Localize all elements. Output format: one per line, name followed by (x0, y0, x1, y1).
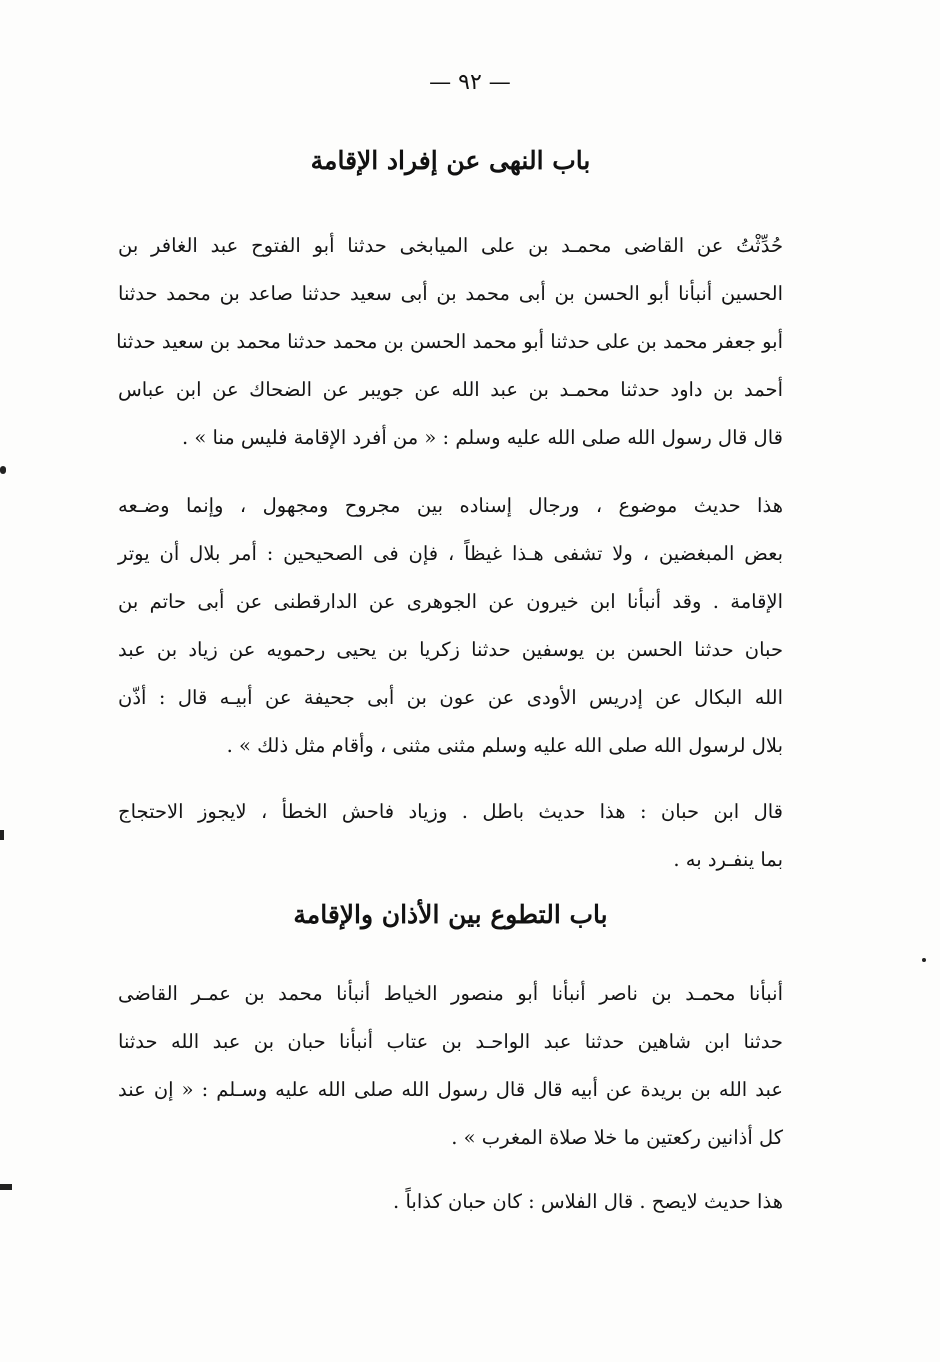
text-line: هذا حديث موضوع ، ورجال إسناده بين مجروح ومجهول ، وإنما وضـعه (118, 494, 783, 517)
text-line: أحمد بن داود حدثنا محمـد بن عبد الله عن جويبر عن الضحاك عن ابن عباس (118, 378, 783, 401)
paragraph-1 (118, 222, 783, 462)
text-line: الحسين أنبأنا أبو الحسن بن أبى محمد بن أبى سعيد حدثنا صاعد بن محمد حدثنا (118, 282, 783, 305)
paragraph-2 (118, 482, 783, 770)
scan-mark (0, 466, 6, 474)
text-line: الله البكال عن إدريس الأودى عن عون بن أبى جحيفة عن أبيـه قال : أذّن (118, 686, 783, 709)
scan-mark (0, 830, 4, 840)
text-line: أنبأنا محمـد بن ناصر أنبأنا أبو منصور الخياط أنبأنا محمد بن عمـر القاضى (118, 982, 783, 1005)
text-line: هذا حديث لايصح . قال الفلاس : كان حبان كذاباً . (393, 1190, 783, 1213)
text-line: حدثنا ابن شاهين حدثنا عبد الواحـد بن عتاب أنبأنا حبان بن عبد الله حدثنا (118, 1030, 783, 1053)
text-line: قال قال رسول الله صلى الله عليه وسلم : « من أفرد الإقامة فليس منا » . (181, 426, 783, 449)
text-line: قال ابن حبان : هذا حديث باطل . وزياد فاحش الخطأ ، لايجوز الاحتجاج (118, 800, 783, 823)
scan-dot (922, 958, 926, 962)
section-heading-2: باب التطوع بين الأذان والإقامة (293, 900, 608, 929)
section-heading-1: باب النهى عن إفراد الإقامة (310, 146, 591, 175)
scan-mark (0, 1184, 12, 1190)
text-line: أبو جعفر محمد بن على حدثنا أبو محمد الحسن بن محمد حدثنا محمد بن سعيد حدثنا (116, 330, 783, 353)
text-line: حبان حدثنا الحسن بن يوسفين حدثنا زكريا بن يحيى رحمويه عن زياد بن عبد (118, 638, 783, 661)
text-line: بلال لرسول الله صلى الله عليه وسلم مثنى مثنى ، وأقام مثل ذلك » . (226, 734, 783, 757)
paragraph-4 (118, 970, 783, 1162)
text-line: بعض المبغضين ، ولا تشفى هـذا غيظاً ، فإن فى الصحيحين : أمر بلال أن يوتر (118, 542, 783, 565)
text-line: الإقامة . وقد أنبأنا ابن خيرون عن الجوهرى عن الدارقطنى عن أبى حاتم بن (118, 590, 783, 613)
text-line: عبد الله بن بريدة عن أبيه قال قال رسول الله صلى الله عليه وسـلم : « إن عند (118, 1078, 783, 1101)
paragraph-3 (118, 788, 783, 884)
paragraph-5 (250, 1178, 783, 1226)
text-line: حُدِّثْتُ عن القاضى محمـد بن على الميابخى حدثنا أبو الفتوح عبد الغافر بن (118, 234, 783, 257)
text-line: بما ينفـرد به . (673, 848, 783, 871)
page-number: — ٩٢ — (429, 70, 511, 95)
text-line: كل أذانين ركعتين ما خلا صلاة المغرب » . (451, 1126, 783, 1149)
